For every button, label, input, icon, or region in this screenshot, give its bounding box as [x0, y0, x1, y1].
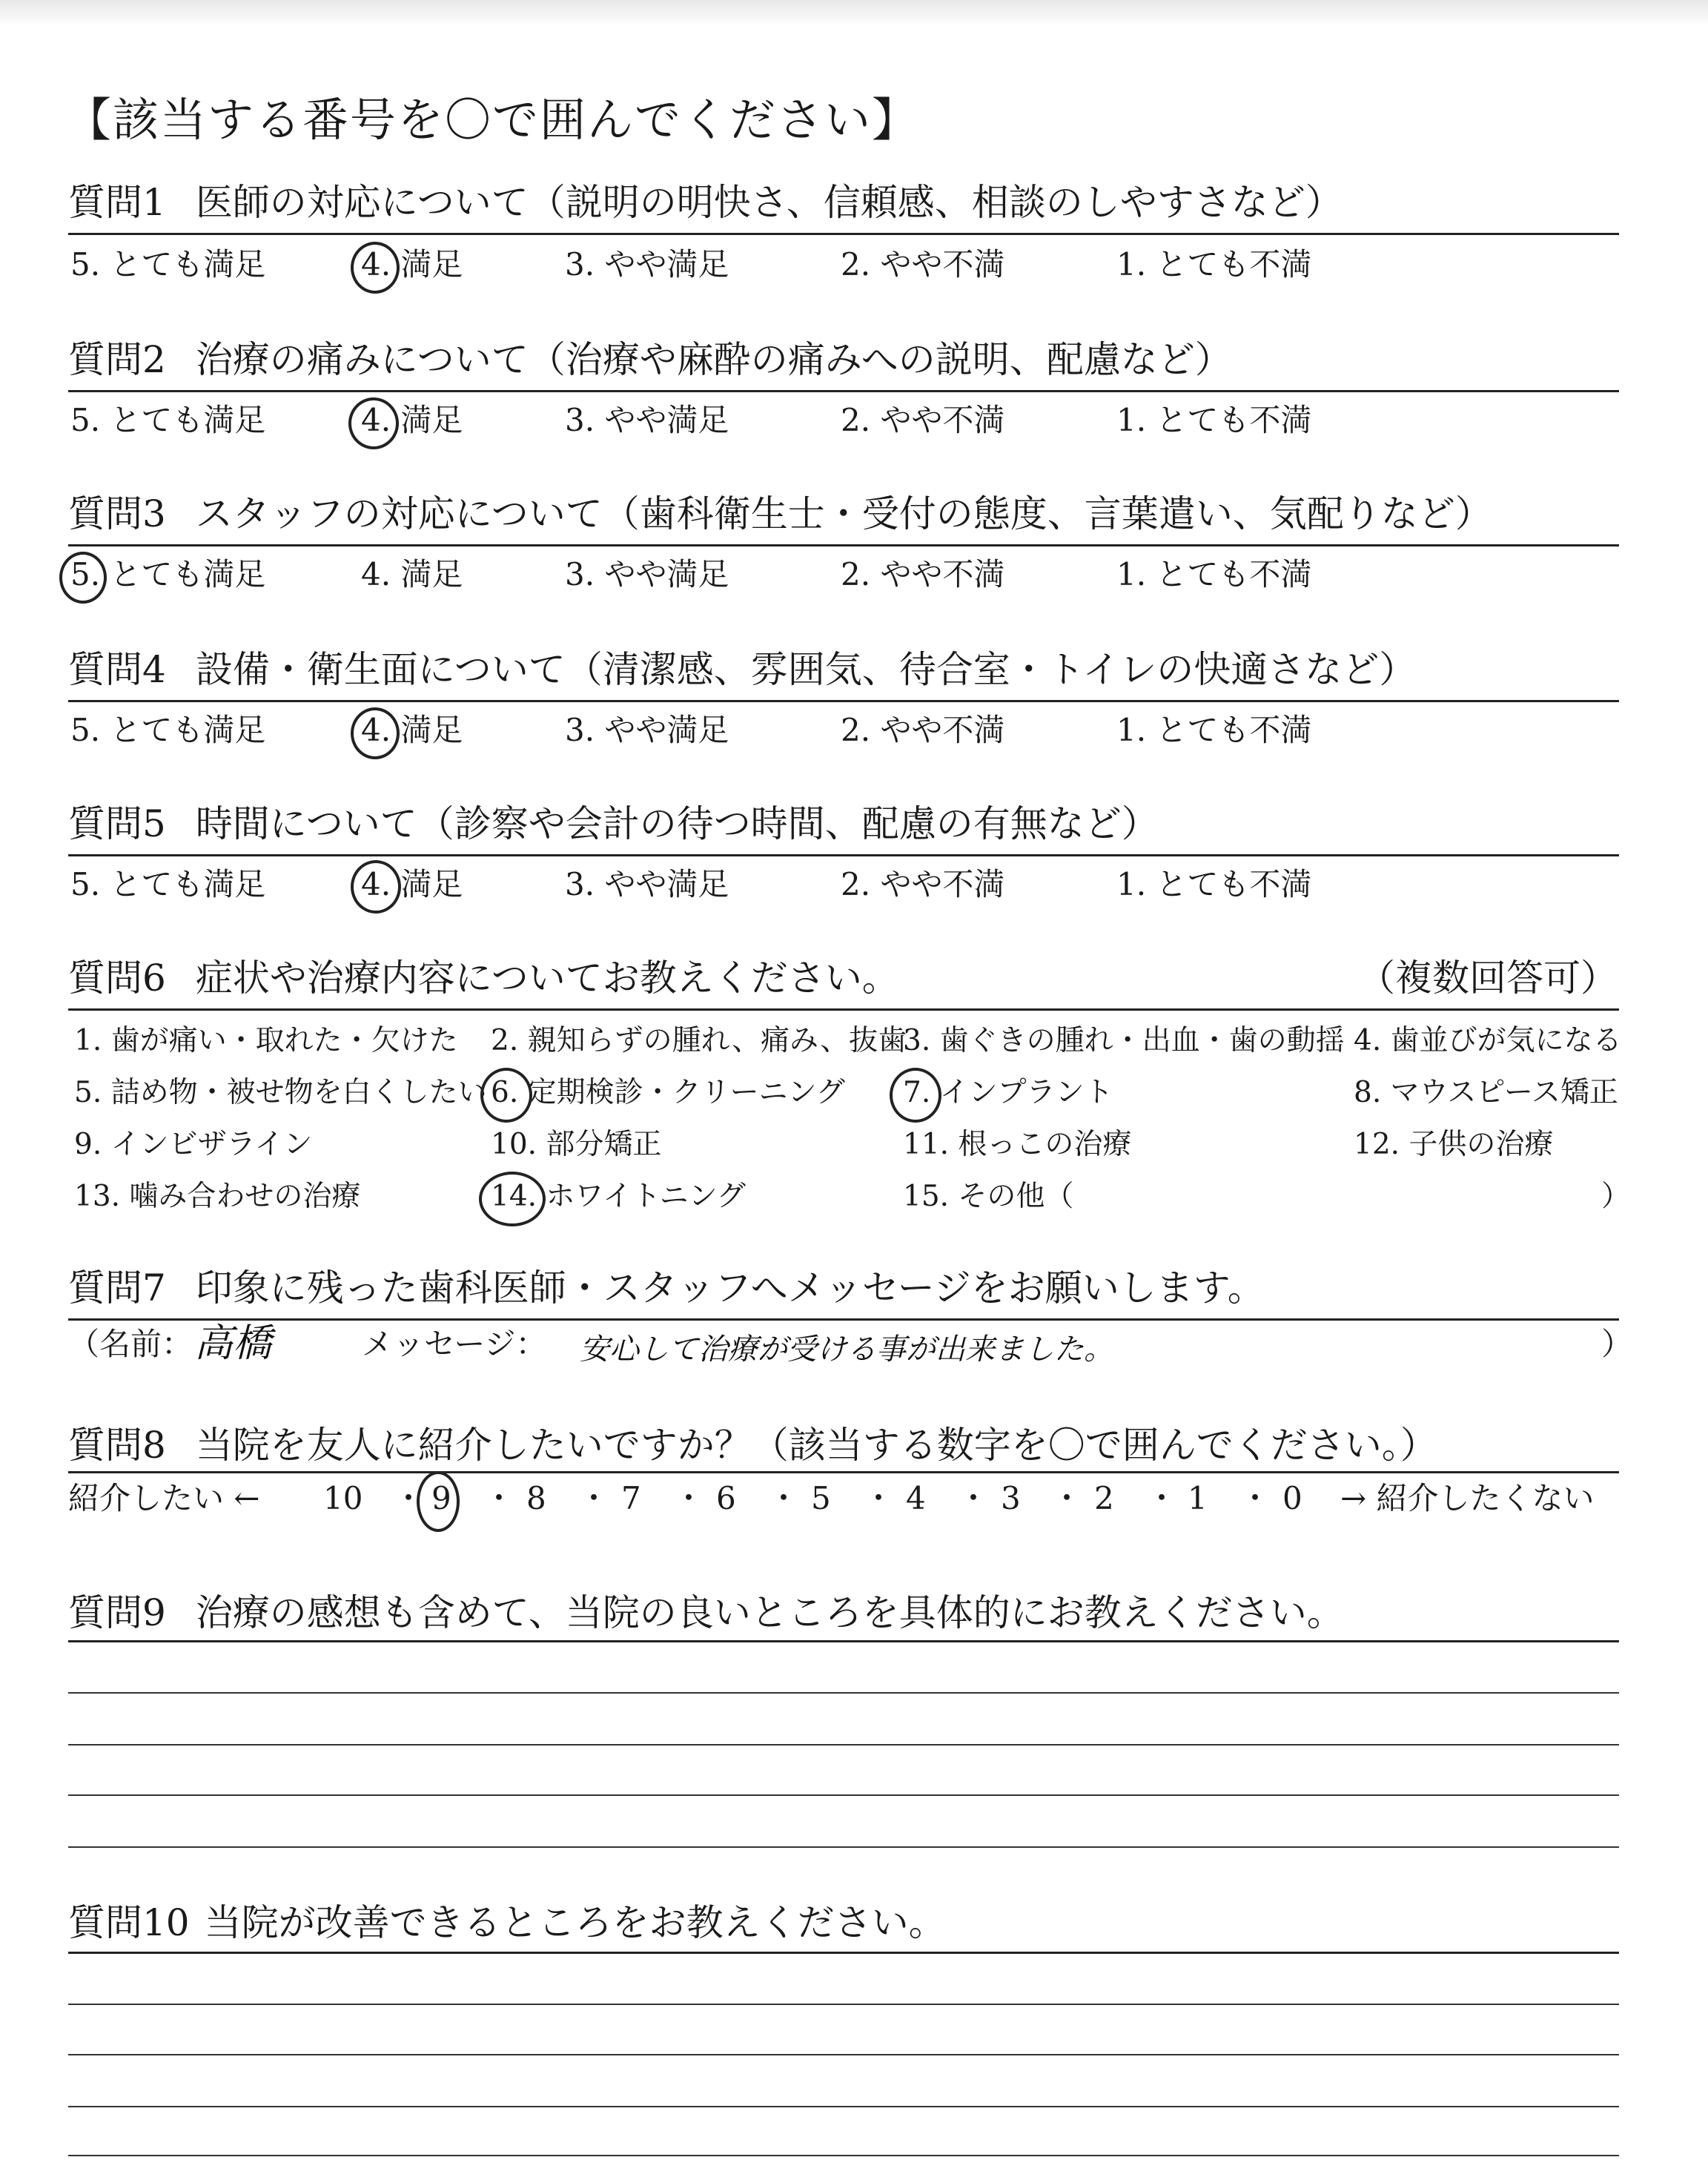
rating-option-4[interactable]: 4. 満足: [361, 556, 463, 592]
scale-value[interactable]: 7: [621, 1480, 641, 1516]
question-divider: [68, 854, 1619, 856]
question-number: 質問7: [68, 1266, 166, 1309]
rating-option-3[interactable]: 3. やや満足: [565, 556, 729, 592]
question-2: [68, 338, 1232, 381]
scale-value[interactable]: 0: [1282, 1480, 1302, 1516]
scale-value[interactable]: 10: [323, 1480, 363, 1516]
answer-line[interactable]: [68, 2054, 1619, 2055]
question-text: 設備・衛生面について（清潔感、雰囲気、待合室・トイレの快適さなど）: [195, 648, 1417, 691]
question-number: 質問5: [68, 802, 166, 845]
question-text: 印象に残った歯科医師・スタッフへメッセージをお願いします。: [195, 1266, 1265, 1309]
symptom-item[interactable]: 3. 歯ぐきの腫れ・出血・歯の動揺: [903, 1024, 1345, 1057]
question-8: [68, 1424, 1437, 1467]
symptom-item[interactable]: 13. 噛み合わせの治療: [74, 1180, 361, 1213]
rating-option-3[interactable]: 3. やや満足: [565, 402, 729, 438]
rating-option-4[interactable]: 4. 満足: [361, 712, 463, 748]
symptom-item[interactable]: 7. インプラント: [903, 1076, 1113, 1109]
question-divider: [68, 1640, 1619, 1642]
scale-value[interactable]: 2: [1094, 1480, 1114, 1516]
rating-option-4[interactable]: 4. 満足: [361, 402, 463, 438]
question-number: 質問9: [68, 1591, 166, 1634]
rating-option-2[interactable]: 2. やや不満: [841, 556, 1005, 592]
answer-line[interactable]: [68, 1744, 1619, 1745]
question-1: [68, 181, 1343, 224]
symptom-item[interactable]: 8. マウスピース矯正: [1354, 1076, 1618, 1109]
question-text: スタッフの対応について（歯科衛生士・受付の態度、言葉遣い、気配りなど）: [195, 492, 1492, 535]
scale-separator-dot: ・: [1239, 1480, 1271, 1516]
question-number: 質問6: [68, 957, 166, 1000]
form-instruction-header: 【該当する番号を〇で囲んでください】: [65, 93, 920, 147]
question-9: [68, 1591, 1344, 1634]
selected-answer-circle: [890, 1068, 941, 1123]
question-divider: [68, 1008, 1619, 1011]
rating-option-2[interactable]: 2. やや不満: [841, 402, 1005, 438]
message-close-paren: ）: [1601, 1326, 1633, 1362]
question-text: 治療の痛みについて（治療や麻酔の痛みへの説明、配慮など）: [195, 338, 1232, 381]
answer-line[interactable]: [68, 1794, 1619, 1796]
question-number: 質問8: [68, 1424, 166, 1467]
symptom-item[interactable]: 11. 根っこの治療: [903, 1128, 1132, 1161]
scale-separator-dot: ・: [393, 1480, 425, 1516]
scale-separator-dot: ・: [1051, 1480, 1083, 1516]
symptom-item[interactable]: 10. 部分矯正: [491, 1128, 662, 1161]
rating-option-5[interactable]: 5. とても満足: [70, 402, 266, 438]
other-close-paren: ）: [1601, 1180, 1631, 1213]
question-text: 症状や治療内容についてお教えください。: [195, 957, 899, 1000]
rating-option-2[interactable]: 2. やや不満: [841, 866, 1005, 902]
symptom-item[interactable]: 5. 詰め物・被せ物を白くしたい: [74, 1076, 487, 1109]
rating-option-5[interactable]: 5. とても満足: [70, 712, 266, 748]
question-divider: [68, 700, 1619, 702]
selected-answer-circle: [417, 1471, 460, 1532]
question-7: [68, 1266, 1265, 1309]
scale-separator-dot: ・: [768, 1480, 800, 1516]
question-4: [68, 648, 1417, 691]
scan-top-edge: [0, 0, 1708, 27]
rating-option-1[interactable]: 1. とても不満: [1116, 712, 1312, 748]
rating-option-1[interactable]: 1. とても不満: [1116, 246, 1312, 283]
answer-line[interactable]: [68, 1692, 1619, 1694]
symptom-item[interactable]: 14. ホワイトニング: [491, 1180, 746, 1213]
scale-separator-dot: ・: [578, 1480, 610, 1516]
question-6: [68, 957, 899, 1000]
rating-option-3[interactable]: 3. やや満足: [565, 866, 729, 902]
rating-option-5[interactable]: 5. とても満足: [70, 556, 266, 592]
scale-value[interactable]: 5: [811, 1480, 831, 1516]
question-text: 医師の対応について（説明の明快さ、信頼感、相談のしやすさなど）: [195, 181, 1343, 224]
question-text: 治療の感想も含めて、当院の良いところを具体的にお教えください。: [195, 1591, 1344, 1634]
handwritten-message[interactable]: 安心して治療が受ける事が出来ました。: [580, 1332, 1113, 1367]
question-number: 質問10: [68, 1901, 190, 1944]
scale-left-label: 紹介したい ←: [68, 1480, 260, 1516]
question-text: 当院が改善できるところをお教えください。: [204, 1901, 946, 1944]
scale-separator-dot: ・: [1146, 1480, 1178, 1516]
selected-answer-circle: [351, 860, 401, 914]
rating-option-1[interactable]: 1. とても不満: [1116, 866, 1312, 902]
rating-option-5[interactable]: 5. とても満足: [70, 866, 266, 902]
symptom-item[interactable]: 4. 歯並びが気になる: [1354, 1024, 1622, 1057]
scale-right-label: → 紹介したくない: [1340, 1480, 1595, 1516]
rating-option-3[interactable]: 3. やや満足: [565, 712, 729, 748]
scale-value[interactable]: 1: [1188, 1480, 1208, 1516]
question-divider: [68, 233, 1619, 235]
answer-line[interactable]: [68, 2004, 1619, 2005]
question-divider: [68, 1318, 1619, 1321]
question-number: 質問2: [68, 338, 166, 381]
scale-separator-dot: ・: [958, 1480, 990, 1516]
symptom-item[interactable]: 1. 歯が痛い・取れた・欠けた: [74, 1024, 458, 1057]
scale-separator-dot: ・: [483, 1480, 515, 1516]
question-divider: [68, 1952, 1619, 1954]
message-label: メッセージ：: [362, 1326, 547, 1362]
question-10: [68, 1901, 946, 1944]
scale-separator-dot: ・: [863, 1480, 895, 1516]
question-number: 質問4: [68, 648, 166, 691]
rating-option-3[interactable]: 3. やや満足: [565, 246, 729, 283]
scale-value[interactable]: 9: [431, 1480, 451, 1516]
answer-line[interactable]: [68, 2155, 1619, 2156]
scale-separator-dot: ・: [673, 1480, 705, 1516]
answer-line[interactable]: [68, 2106, 1619, 2107]
question-text: 時間について（診察や会計の待つ時間、配慮の有無など）: [195, 802, 1159, 845]
rating-option-4[interactable]: 4. 満足: [361, 246, 463, 283]
name-label: （名前：: [68, 1326, 193, 1362]
scale-value[interactable]: 6: [716, 1480, 736, 1516]
rating-option-1[interactable]: 1. とても不満: [1116, 402, 1312, 438]
selected-answer-circle: [480, 1068, 532, 1123]
rating-option-1[interactable]: 1. とても不満: [1116, 556, 1312, 592]
question-divider: [68, 390, 1619, 392]
symptom-item[interactable]: 2. 親知らずの腫れ、痛み、抜歯: [491, 1024, 907, 1057]
rating-option-2[interactable]: 2. やや不満: [841, 712, 1005, 748]
question-5: [68, 802, 1159, 845]
symptom-item[interactable]: 12. 子供の治療: [1354, 1128, 1554, 1161]
question-divider: [68, 1471, 1619, 1473]
multiple-answer-note: （複数回答可）: [1358, 957, 1618, 1000]
question-3: [68, 492, 1492, 535]
rating-option-4[interactable]: 4. 満足: [361, 866, 463, 902]
symptom-item[interactable]: 9. インビザライン: [74, 1128, 313, 1161]
question-number: 質問1: [68, 181, 166, 224]
selected-answer-circle: [479, 1172, 546, 1226]
rating-option-2[interactable]: 2. やや不満: [841, 246, 1005, 283]
scale-value[interactable]: 3: [1001, 1480, 1021, 1516]
answer-line[interactable]: [68, 1846, 1619, 1848]
symptom-item-other[interactable]: 15. その他（: [903, 1180, 1074, 1213]
scale-value[interactable]: 8: [526, 1480, 546, 1516]
scale-value[interactable]: 4: [906, 1480, 926, 1516]
rating-option-5[interactable]: 5. とても満足: [70, 246, 266, 283]
selected-answer-circle: [348, 397, 399, 449]
question-text: 当院を友人に紹介したいですか？（該当する数字を〇で囲んでください。）: [195, 1424, 1437, 1467]
selected-answer-circle: [59, 552, 107, 604]
symptom-item[interactable]: 6. 定期検診・クリーニング: [491, 1076, 845, 1109]
selected-answer-circle: [351, 707, 400, 759]
question-divider: [68, 544, 1619, 546]
question-number: 質問3: [68, 492, 166, 535]
handwritten-name[interactable]: 高橋: [194, 1321, 272, 1366]
selected-answer-circle: [351, 242, 400, 294]
